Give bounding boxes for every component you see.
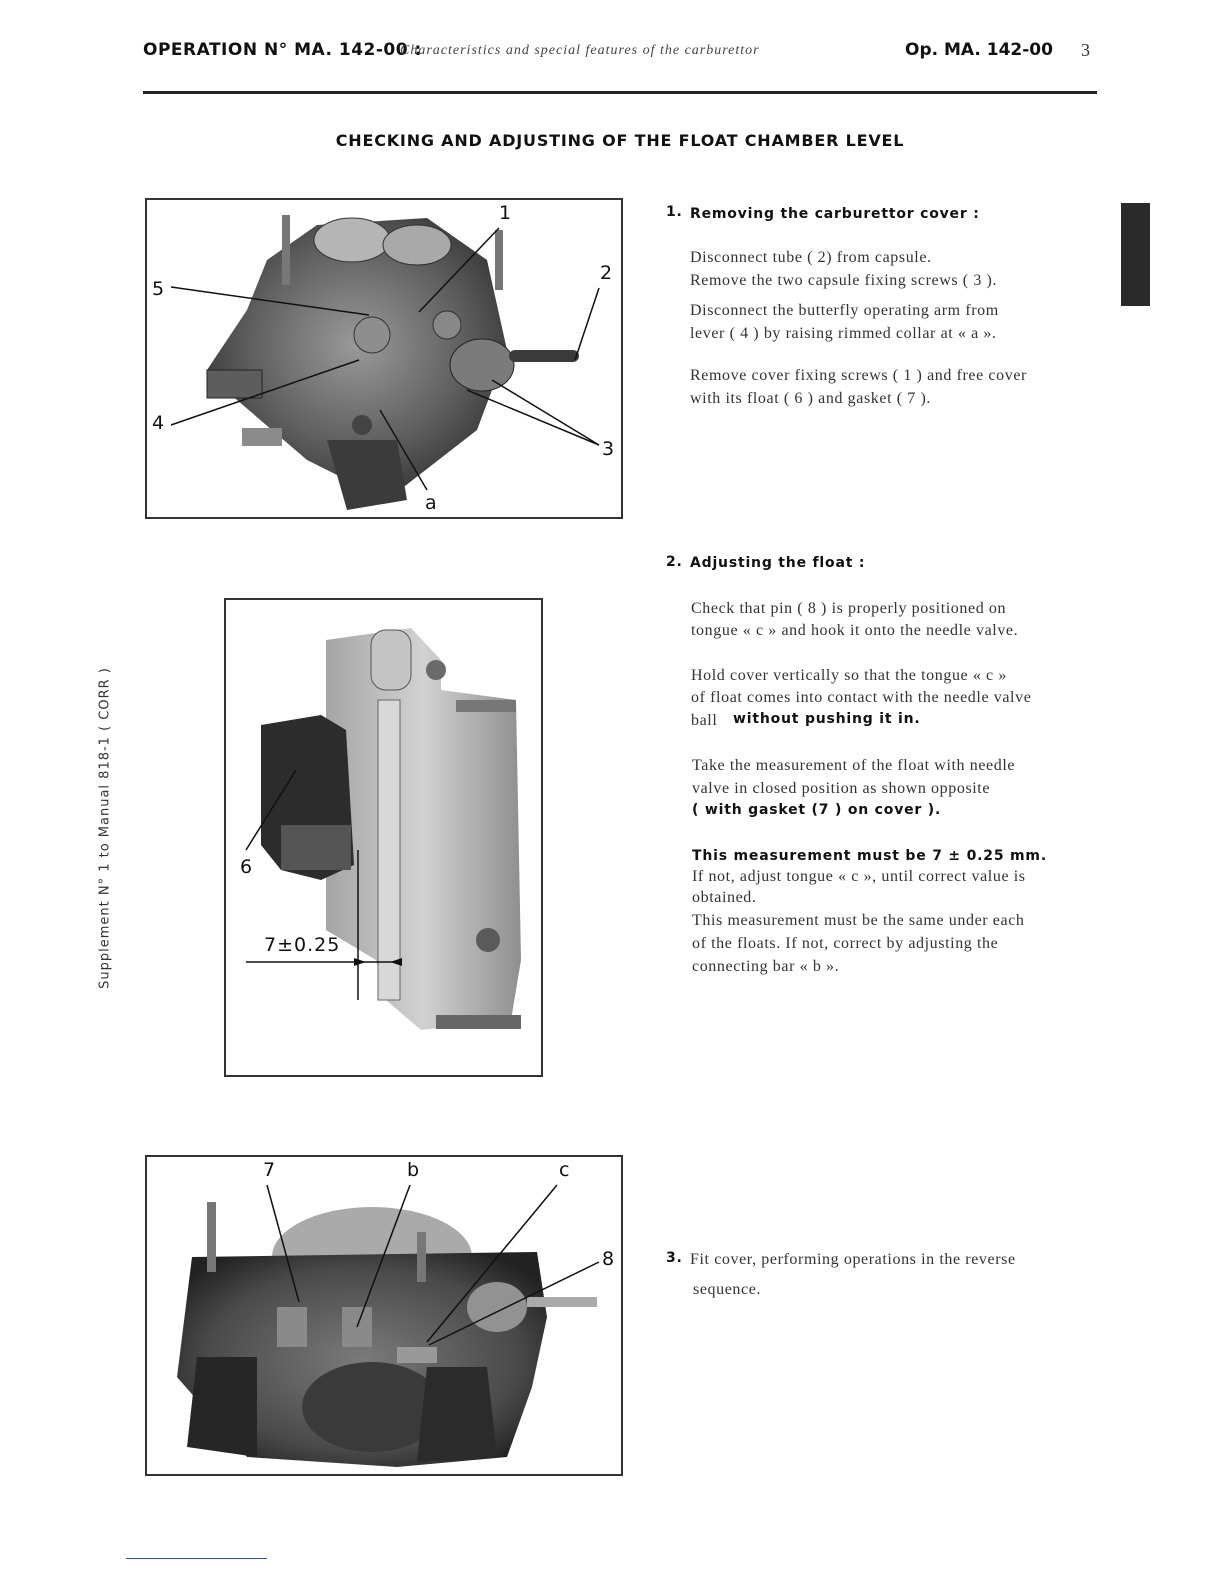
callout-1: 1: [499, 202, 512, 224]
callout-4: 4: [152, 412, 165, 434]
page-title: CHECKING AND ADJUSTING OF THE FLOAT CHAMBER LEVEL: [335, 131, 905, 150]
step-3-line: Fit cover, performing operations in the reverse: [690, 1251, 1016, 1268]
step-2-line: ball: [691, 712, 718, 729]
step-2-line: obtained.: [692, 889, 757, 906]
step-1-line: Remove the two capsule fixing screws ( 3 ).: [690, 272, 998, 289]
callout-7: 7: [263, 1159, 276, 1181]
callout-a: a: [425, 492, 437, 514]
operation-subtitle: Characteristics and special features of the carburettor: [400, 43, 760, 58]
footer-rule: [126, 1558, 267, 1559]
operation-reference: Op. MA. 142-00: [905, 40, 1053, 60]
callout-3: 3: [602, 438, 615, 460]
callout-c: c: [559, 1159, 570, 1181]
step-2-heading: Adjusting the float :: [690, 555, 866, 571]
step-2-number: 2.: [666, 554, 683, 570]
step-1-line: Remove cover fixing screws ( 1 ) and free cover: [690, 367, 1027, 384]
step-2-line: of the floats. If not, correct by adjusting the: [692, 935, 999, 952]
step-2-line: connecting bar « b ».: [692, 958, 840, 975]
figure-carburettor-cover: [145, 198, 623, 519]
step-1-heading: Removing the carburettor cover :: [690, 206, 980, 222]
float-cover-photo: [226, 600, 541, 1075]
step-2-line: Check that pin ( 8 ) is properly positioned on: [691, 600, 1007, 617]
carburettor-photo: [147, 200, 621, 517]
step-1-line: Disconnect the butterfly operating arm from: [690, 302, 999, 319]
cover-underside-photo: [147, 1157, 621, 1474]
step-1-number: 1.: [666, 204, 683, 220]
step-3-number: 3.: [666, 1250, 683, 1266]
figure-cover-underside: [145, 1155, 623, 1476]
step-2-line: Take the measurement of the float with needle: [692, 757, 1016, 774]
step-3-line: sequence.: [693, 1281, 762, 1298]
dimension-label: 7±0.25: [264, 934, 341, 956]
section-tab-marker: [1121, 203, 1150, 306]
step-2-line: valve in closed position as shown opposite: [692, 780, 991, 797]
callout-5: 5: [152, 278, 165, 300]
step-2-emphasis: ( with gasket (7 ) on cover ).: [692, 802, 942, 818]
side-note: Supplement N° 1 to Manual 818-1 ( CORR ): [97, 667, 113, 989]
page-number: 3: [1081, 40, 1090, 60]
step-2-line: If not, adjust tongue « c », until correct value is: [692, 868, 1026, 885]
step-2-line: This measurement must be the same under each: [692, 912, 1025, 929]
step-2-line: tongue « c » and hook it onto the needle valve.: [691, 622, 1019, 639]
callout-8: 8: [602, 1248, 615, 1270]
callout-b: b: [407, 1159, 420, 1181]
figure-float-measurement: [224, 598, 543, 1077]
callout-2: 2: [600, 262, 613, 284]
step-2-emphasis: without pushing it in.: [733, 711, 921, 727]
step-2-measurement: This measurement must be 7 ± 0.25 mm.: [692, 848, 1047, 864]
callout-6: 6: [240, 856, 253, 878]
header-rule: [143, 91, 1097, 94]
operation-number: OPERATION N° MA. 142-00 :: [143, 40, 422, 60]
step-2-line: of float comes into contact with the needle valve: [691, 689, 1032, 706]
step-1-line: with its float ( 6 ) and gasket ( 7 ).: [690, 390, 931, 407]
step-1-line: lever ( 4 ) by raising rimmed collar at « a ».: [690, 325, 997, 342]
step-2-line: Hold cover vertically so that the tongue « c »: [691, 667, 1007, 684]
step-1-line: Disconnect tube ( 2) from capsule.: [690, 249, 932, 266]
